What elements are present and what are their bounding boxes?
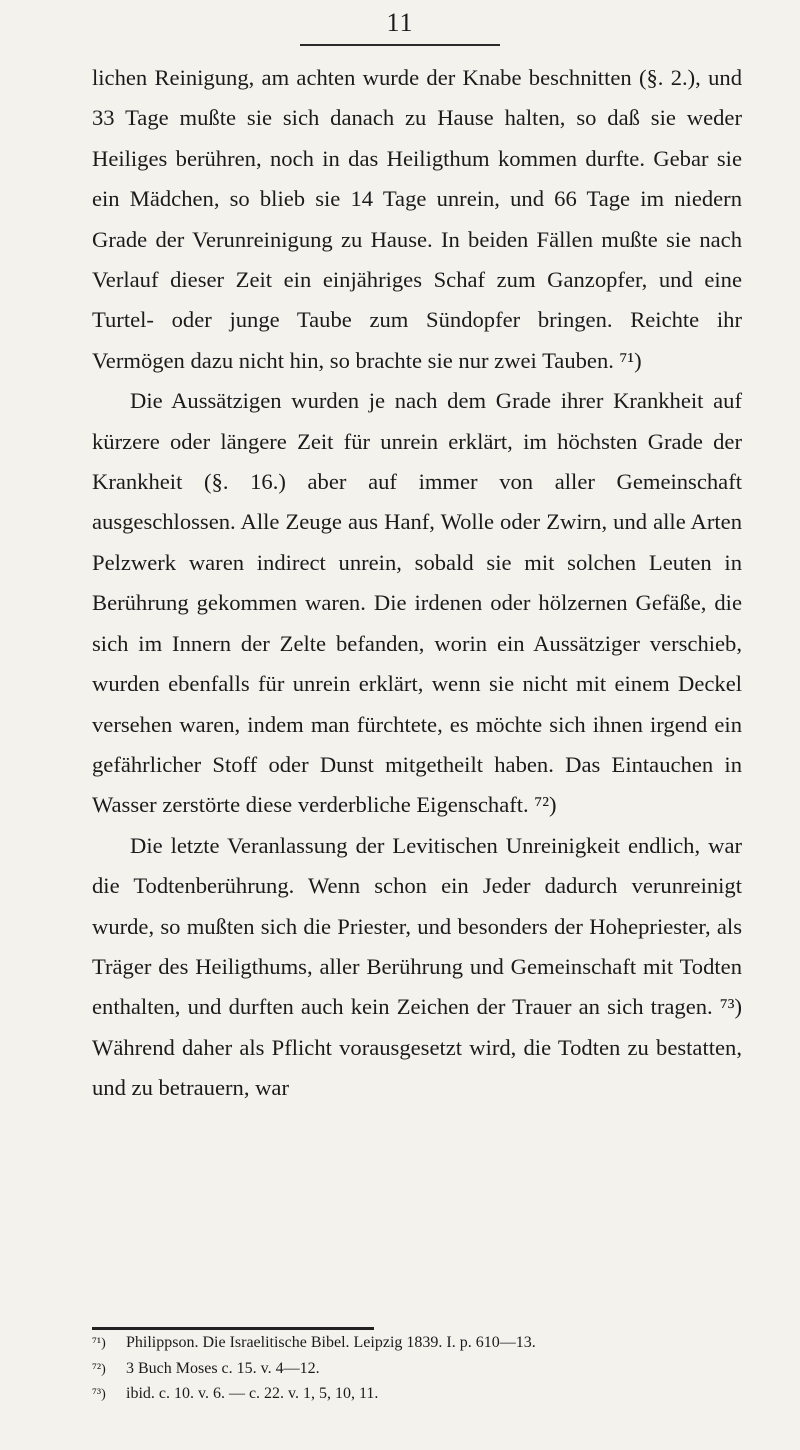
paragraph-lepers: Die Aussätzigen wurden je nach dem Grade ihrer Krankheit auf kürzere oder längere Zeit für unrein erklärt, im höchsten Grade der Krankheit (§. 16.) aber auf immer von aller Gemeinschaft ausgeschlossen. Alle Zeuge aus Hanf, Wolle oder Zwirn, und alle Arten Pelzwerk waren indirect unrein, sobald sie mit solchen Leuten in Berührung gekommen waren. Die irdenen oder hölzernen Gefäße, die sich im Innern der Zelte befanden, worin ein Aussätziger verschieb, wurden ebenfalls für unrein erklärt, wenn sie nicht mit einem Deckel versehen waren, indem man fürchtete, es möchte sich ihnen irgend ein gefährlicher Stoff oder Dunst mitgetheilt haben. Das Eintauchen in Wasser zerstörte diese verderbliche Eigenschaft. ⁷²)	[92, 388, 742, 818]
body-text	[92, 58, 742, 1109]
page-number: 11	[386, 8, 414, 37]
footnote-mark: ⁷³)	[92, 1387, 106, 1402]
footnote-73	[92, 1382, 742, 1408]
header-rule	[300, 44, 500, 46]
footnote-text: 3 Buch Moses c. 15. v. 4—12.	[126, 1359, 320, 1377]
footnote-rule	[92, 1327, 374, 1330]
footnote-text: Philippson. Die Israelitische Bibel. Leipzig 1839. I. p. 610—13.	[126, 1334, 536, 1351]
footnote-71	[92, 1331, 742, 1357]
footnote-mark: ⁷²)	[92, 1361, 106, 1377]
footnote-text: ibid. c. 10. v. 6. — c. 22. v. 1, 5, 10, 11.	[126, 1385, 379, 1402]
paragraph-continuation: lichen Reinigung, am achten wurde der Knabe beschnitten (§. 2.), und 33 Tage mußte sie sich danach zu Hause halten, so daß sie weder Heiliges berühren, noch in das Heiligthum kommen durfte. Gebar sie ein Mädchen, so blieb sie 14 Tage unrein, und 66 Tage im niedern Grade der Verunreinigung zu Hause. In beiden Fällen mußte sie nach Verlauf dieser Zeit ein einjähriges Schaf zum Ganzopfer, und eine Turtel- oder junge Taube zum Sündopfer bringen. Reichte ihr Vermögen dazu nicht hin, so brachte sie nur zwei Tauben. ⁷¹)	[92, 65, 742, 373]
footnotes	[92, 1331, 742, 1408]
paragraph-dead-contact: Die letzte Veranlassung der Levitischen Unreinigkeit endlich, war die Todtenberührung. Wenn schon ein Jeder dadurch verunreinigt wurde, so mußten sich die Priester, und besonders der Hohepriester, als Träger des Heiligthums, aller Berührung und Gemeinschaft mit Todten enthalten, und durften auch kein Zeichen der Trauer an sich tragen. ⁷³) Während daher als Pflicht vorausgesetzt wird, die Todten zu bestatten, und zu betrauern, war	[92, 832, 742, 1101]
footnote-mark: ⁷¹)	[92, 1336, 106, 1351]
footnote-72	[92, 1357, 742, 1383]
